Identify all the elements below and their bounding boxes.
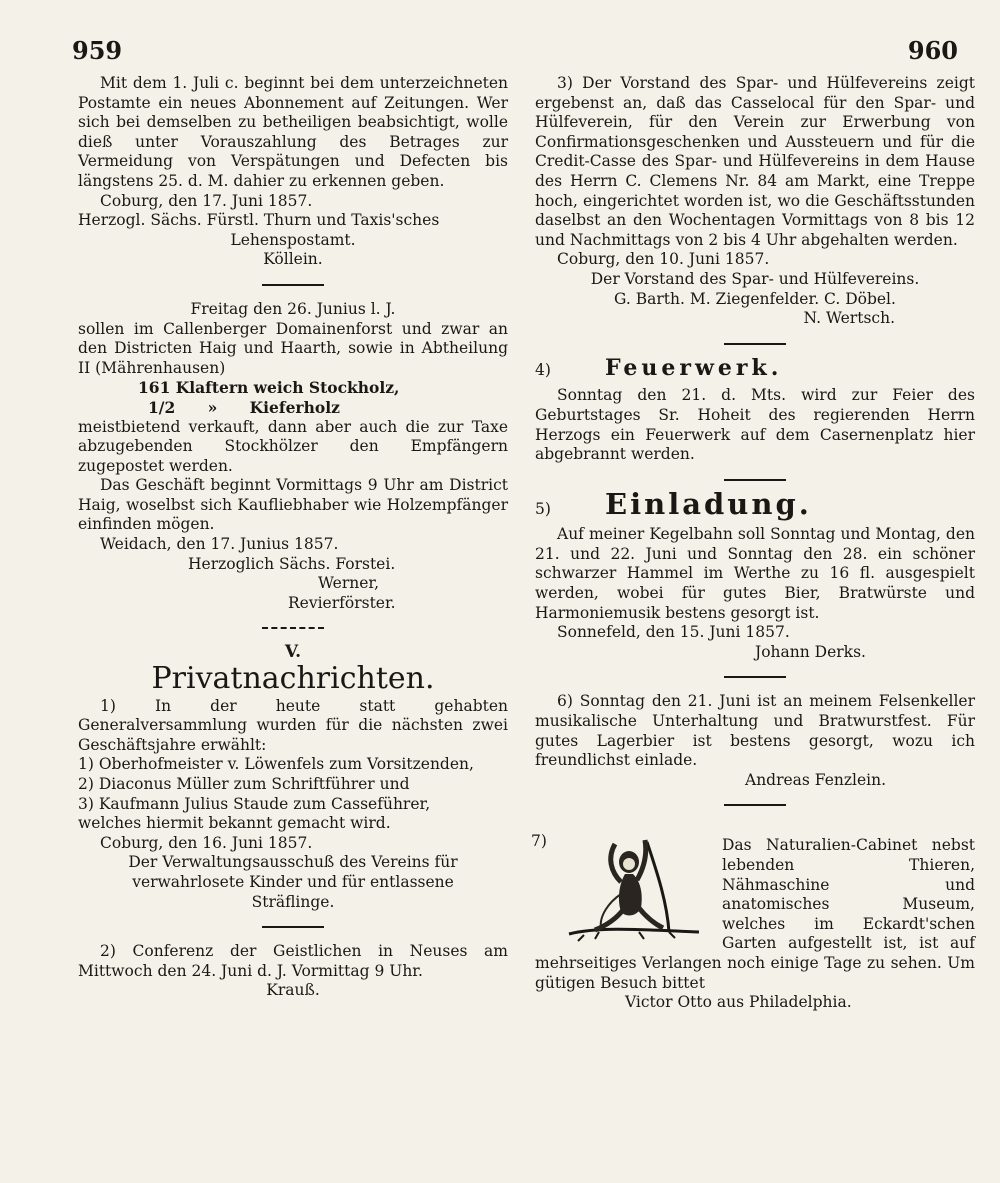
postamt-notice-text: Mit dem 1. Juli c. beginnt bei dem unterzeichneten Postamte ein neues Abonnement auf Zeitungen. Wer sich bei demselben zu betheiligen beabsichtigt, wolle dieß unter Vorauszahlung des Betrages zur Vermeidung von Verspätungen und Defecten bis längstens 25. d. M. dahier zu erkennen geben. xyxy=(78,74,508,190)
private-notice-6-text: 6) Sonntag den 21. Juni ist an meinem Felsenkeller musikalische Unterhaltung und Bratwurstfest. Für gutes Lagerbier ist bestens gesorgt, wozu ich freundlichst einlade. xyxy=(535,692,975,770)
forst-notice-item-2: 1/2 » Kieferholz xyxy=(148,397,340,417)
forst-notice-signature-3: Revierförster. xyxy=(288,593,396,612)
private-notice-5-number: 5) xyxy=(535,499,551,518)
postamt-notice-signature-3: Köllein. xyxy=(263,250,323,269)
postamt-notice-signature-2: Lehenspostamt. xyxy=(230,230,356,249)
forst-notice-text-3: Das Geschäft beginnt Vormittags 9 Uhr am District Haig, woselbst sich Kaufliebhaber wie Holzempfänger einfinden mögen. xyxy=(78,476,508,534)
divider xyxy=(724,676,786,678)
divider xyxy=(724,479,786,481)
forst-notice-signature-1: Herzoglich Sächs. Forstei. xyxy=(188,554,396,573)
page-number-right: 960 xyxy=(907,36,958,65)
einladung-header xyxy=(535,486,975,521)
forst-notice-text-2: meistbietend verkauft, dann aber auch die zur Taxe abzugebenden Stockhölzer den Empfängern zugepostet werden. xyxy=(78,417,508,475)
private-notice-2-text: 2) Conferenz der Geistlichen in Neuses am Mittwoch den 24. Juni d. J. Vormittag 9 Uhr. xyxy=(78,942,508,980)
private-notice-7-number: 7) xyxy=(531,832,547,851)
private-notice-5-date: Sonnefeld, den 15. Juni 1857. xyxy=(557,623,790,642)
private-notice-4-text: Sonntag den 21. d. Mts. wird zur Feier des Geburtstages Sr. Hoheit des regierenden Herrn Herzogs ein Feuerwerk auf dem Casernenplatz hier abgebrannt werden. xyxy=(535,386,975,464)
postamt-notice-signature-1: Herzogl. Sächs. Fürstl. Thurn und Taxis'sches xyxy=(78,211,440,230)
divider xyxy=(262,284,324,286)
private-notice-6-signature: Andreas Fenzlein. xyxy=(745,770,887,789)
private-notice-3-signature-2: G. Barth. M. Ziegenfelder. C. Döbel. xyxy=(614,289,896,308)
forst-notice-signature-2: Werner, xyxy=(318,574,380,593)
private-notice-1-item-2: 2) Diaconus Müller zum Schriftführer und xyxy=(78,775,410,793)
private-notice-3-date: Coburg, den 10. Juni 1857. xyxy=(557,250,770,269)
forst-notice-item-1: 161 Klaftern weich Stockholz, xyxy=(138,378,400,398)
private-notice-1-item-3: 3) Kaufmann Julius Staude zum Casseführer, xyxy=(78,794,431,813)
forst-notice-heading: Freitag den 26. Junius l. J. xyxy=(190,299,396,318)
naturalien-illustration xyxy=(529,822,714,944)
private-notice-1-text-2: welches hiermit bekannt gemacht wird. xyxy=(78,814,391,833)
divider xyxy=(262,627,324,629)
page-number-left: 959 xyxy=(72,36,123,65)
forst-notice-text: sollen im Callenberger Domainenforst und zwar an den Districten Haig und Haarth, sowie in Abtheilung II (Mährenhausen) xyxy=(78,319,508,377)
section-title: Privatnachrichten. xyxy=(151,661,435,697)
private-notice-1-signature: Der Verwaltungsausschuß des Vereins für verwahrlosete Kinder und für entlassene Sträflinge. xyxy=(128,853,458,911)
left-column xyxy=(78,74,508,1001)
private-notice-1-text: 1) In der heute statt gehabten Generalversammlung wurden für die nächsten zwei Geschäftsjahre erwählt: xyxy=(78,696,508,754)
feuerwerk-header xyxy=(535,354,975,381)
private-notice-2-signature: Krauß. xyxy=(266,981,320,1000)
private-notice-5-signature: Johann Derks. xyxy=(755,642,866,661)
private-notice-1-item-1: 1) Oberhofmeister v. Löwenfels zum Vorsitzenden, xyxy=(78,755,474,774)
right-column xyxy=(531,74,975,1013)
private-notice-3-signature-1: Der Vorstand des Spar- und Hülfevereins. xyxy=(590,269,920,288)
private-notice-3-signature-3: N. Wertsch. xyxy=(803,309,895,328)
divider xyxy=(724,804,786,806)
postamt-notice-date: Coburg, den 17. Juni 1857. xyxy=(100,191,313,210)
private-notice-5-text: Auf meiner Kegelbahn soll Sonntag und Montag, den 21. und 22. Juni und Sonntag den 28. ein schöner schwarzer Hammel im Werthe zu 16 fl. ausgespielt werden, wobei für gutes Bier, Bratwürste und Harmoniemusik bestens gesorgt ist. xyxy=(535,525,975,622)
private-notice-4-number: 4) xyxy=(535,360,551,379)
monkey-on-stick-illustration xyxy=(529,822,714,944)
section-number: V. xyxy=(284,642,302,663)
divider xyxy=(262,926,324,928)
private-notice-7-text: Das Naturalien-Cabinet nebst lebenden Thieren, Nähmaschine und anatomisches Museum, welches im Eckardt'schen Garten aufgestellt ist, ist auf mehrseitiges Verlangen noch einige Tage zu sehen. Um gütigen Besuch bittet xyxy=(535,836,975,992)
forst-notice-date: Weidach, den 17. Junius 1857. xyxy=(100,535,339,554)
private-notice-4-heading: Feuerwerk. xyxy=(605,354,783,381)
private-notice-5-heading: Einladung. xyxy=(605,486,812,521)
private-notice-1-date: Coburg, den 16. Juni 1857. xyxy=(100,833,313,852)
private-notice-3-text: 3) Der Vorstand des Spar- und Hülfevereins zeigt ergebenst an, daß das Casselocal für den Spar- und Hülfeverein, für den Verein zur Erwerbung von Confirmationsgeschenken und Aussteuern und für die Credit-Casse des Spar- und Hülfevereins in dem Hause des Herrn C. Clemens Nr. 84 am Markt, eine Treppe hoch, eingerichtet worden ist, wo die Geschäftsstunden daselbst an den Wochentagen Vormittags von 8 bis 12 und Nachmittags von 2 bis 4 Uhr abgehalten werden. xyxy=(535,74,975,249)
divider xyxy=(724,343,786,345)
private-notice-7-signature: Victor Otto aus Philadelphia. xyxy=(625,993,852,1012)
